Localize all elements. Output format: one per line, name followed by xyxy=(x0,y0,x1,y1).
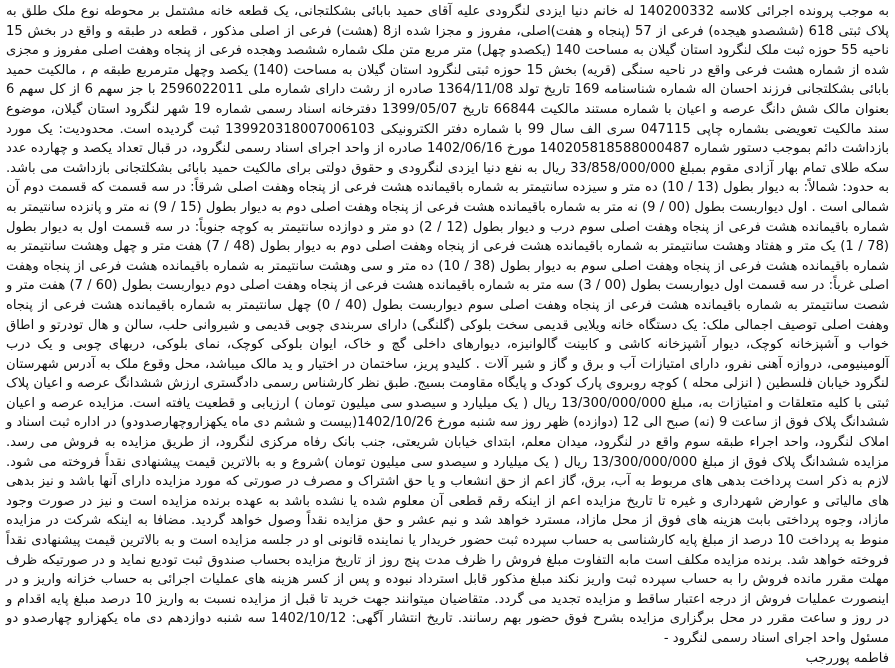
notice-body-text: به موجب پرونده اجرائی کلاسه 140200332 له خانم دنیا ایزدی لنگرودی علیه آقای حمید بابائی بشکلتجانی، یک قطعه خانه مشتمل بر محوطه نوع ملک طلق به پلاک ثبتی 618 (ششصدو هیجده) فرعی از 57 (پنجاه و هفت)اصلی، مفروز و مجزا شده از8 (هشت) فرعی از اصلی مذکور ، قطعه در طبقه و واقع در بخش 15 ناحیه 55 حوزه ثبت ملک لنگرود استان گیلان به مساحت 140 (یکصدو چهل) متر مربع متن ملک شماره ششصد وهجده فرعی از پنجاه وهفت اصلی مفروز و مجزی شده از شماره هشت فرعی واقع در ناحیه سنگی (قریه) بخش 15 حوزه ثبتی لنگرود استان گیلان به مساحت (140) یکصد وچهل مترمربع طبقه م ، مالکیت حمید بابائی بشکلتجانی فرزند احسان اله شماره شناسنامه 169 تاریخ تولد 1364/11/08 صادره از رشت دارای شماره ملی 2596022011 با جز سهم 6 از کل سهم 6 بعنوان مالک شش دانگ عرصه و اعیان با شماره مستند مالکیت 66844 تاریخ 1399/05/07 دفترخانه اسناد رسمی شماره 19 شهر لنگرود استان گیلان، موضوع سند مالکیت تعویضی بشماره چاپی 047115 سری الف سال 99 با شماره دفتر الکترونیکی 139920318007006103 ثبت گردیده است. محدودیت: یک مورد بازداشت دائم بموجب دستور شماره 140205818588000487 مورخ 1402/06/16 صادره از واحد اجرای اسناد رسمی لنگرود، در قبال تعداد یکصد و چهارده عدد سکه طلای تمام بهار آزادی مقوم بمبلغ 33/858/000/000 ریال به نفع دنیا ایزدی لنگرودی و حقوق دولتی برای مالکیت حمید بابائی بشکلتجانی بازداشت می باشد. به حدود: شمالاً: به دیوار بطول (13 / 10) ده متر و سیزده سانتیمتر به شماره باقیمانده هشت فرعی از پنجاه وهفت اصلی شرقاً: در سه قسمت که قسمت دوم آن شمالی است . اول دیواربست بطول (00 / 9) نه متر به شماره باقیمانده هشت فرعی از پنجاه وهفت اصلی دوم به دیوار بطول (15 / 9) نه متر و پانزده سانتیمتر به شماره باقیمانده هشت فرعی از پنجاه وهفت اصلی سوم درب و دیوار بطول (12 / 2) دو متر و دوازده سانتیمتر به کوچه جنوباً: در سه قسمت اول به دیوار بطول (78 / 1) یک متر و هفتاد وهشت سانتیمتر به شماره باقیمانده هشت فرعی از پنجاه وهفت اصلی دوم به دیوار بطول (48 / 7) هفت متر و چهل وهشت سانتیمتر به شماره باقیمانده هشت فرعی از پنجاه وهفت اصلی سوم به دیوار بطول (38 / 10) ده متر و سی وهشت سانتیمتر به شماره باقیمانده هشت فرعی از پنجاه وهفت اصلی غرباً: در سه قسمت اول دیواربست بطول (00 / 3) سه متر به شماره باقیمانده هشت فرعی از پنجاه وهفت اصلی دوم دیواربست بطول (60 / 7) هفت متر و شصت سانتیمتر به شماره باقیمانده هشت فرعی از پنجاه وهفت اصلی سوم دیواربست بطول (40 / 0) چهل سانتیمتر به شماره باقیمانده هشت فرعی از پنجاه وهفت اصلی توصیف اجمالی ملک: یک دستگاه خانه ویلایی قدیمی سخت بلوکی (گلنگی) دارای سربندی چوبی قدیمی و شیروانی حلب، سالن و هال تودرتو و اطاق خواب و آشپزخانه کوچک، دیوار آشپزخانه کاشی و کابینت گالوانیزه، دیوارهای داخلی گچ و خاک، ایوان بلوکی کوچک، نمای بلوکی، دربهای چوبی و یک درب آلومینیومی، دروازه آهنی نفرو، دارای امتیازات آب و برق و گاز و شیر آلات . کلیدو پریز، ساختمان در اختیار و ید مالک میباشد، محل وقوع ملک به آدرس شهرستان لنگرود خیابان فلسطین ( انزلی محله ) کوچه روبروی پارک کودک و پایگاه مقاومت بسیج. طبق نظر کارشناس رسمی دادگستری ارزش ششدانگ عرصه و اعیان پلاک ثبتی با کلیه متعلقات و امتیازات به، مبلغ 13/300/000/000 ریال ( یک میلیارد و سیصدو سی میلیون تومان ) ارزیابی و قطعیت یافته است. مزایده عرصه و اعیان ششدانگ پلاک فوق از ساعت 9 (نه) صبح الی 12 (دوازده) ظهر روز سه شنبه مورخ 1402/10/26(بیست و ششم دی ماه یکهزاروچهارصدودو) در اداره ثبت اسناد و املاک لنگرود، واحد اجراء طبقه سوم واقع در لنگرود، میدان معلم، ابتدای خیابان شریعتی، جنب بانک رفاه مرکزی لنگرود، از طریق مزایده به فروش می رسد. مزایده ششدانگ پلاک فوق از مبلغ 13/300/000/000 ریال ( یک میلیارد و سیصدو سی میلیون تومان )شروع و به بالاترین قیمت پیشنهادی نقداً فروخته می شود. لازم به ذکر است پرداخت بدهی های مربوط به آب، برق، گاز اعم از حق انشعاب و یا حق اشتراک و مصرف در صورتی که مورد مزایده دارای آنها باشد و نیز بدهی های مالیاتی و عوارض شهرداری و غیره تا تاریخ مزایده اعم از اینکه رقم قطعی آن معلوم شده یا نشده باشد به عهده برنده مزایده است و نیز در صورت وجود مازاد، وجوه پرداختی بابت هزینه های فوق از محل مازاد، مسترد خواهد شد و نیم عشر و حق مزایده نقداً وصول خواهد گردید. مضافا به اینکه شرکت در مزایده منوط به پرداخت 10 درصد از مبلغ پایه کارشناسی به حساب سپرده ثبت حضور خریدار یا نماینده قانونی او در جلسه مزایده است و به بالاترین قیمت پیشنهادی نقداً فروخته خواهد شد. برنده مزایده مکلف است مابه التفاوت مبلغ فروش را ظرف مدت پنج روز از تاریخ مزایده بحساب صندوق ثبت تودیع نماید و در صورتیکه ظرف مهلت مقرر مانده فروش را به حساب سپرده ثبت واریز نکند مبلغ مذکور قابل استرداد نبوده و پس از کسر هزینه های عملیات اجرائی به حساب خزانه واریز و در اینصورت عملیات فروش از درجه اعتبار ساقط و مزایده تجدید می گردد. متقاضیان میتوانند جهت خرید تا قبل از مزایده نسبت به واریز 10 درصد مبلغ پایه اقدام و در روز و ساعت مقرر در محل برگزاری مزایده بشرح فوق حضور بهم رسانند. تاریخ انتشار آگهی: 1402/10/12 سه شنبه دوازدهم دی ماه یکهزارو چهارصدو دو مسئول واحد اجرای اسناد رسمی لنگرود - xyxy=(6,4,890,646)
notice-signatory-name: فاطمه پوررجب xyxy=(805,650,889,666)
